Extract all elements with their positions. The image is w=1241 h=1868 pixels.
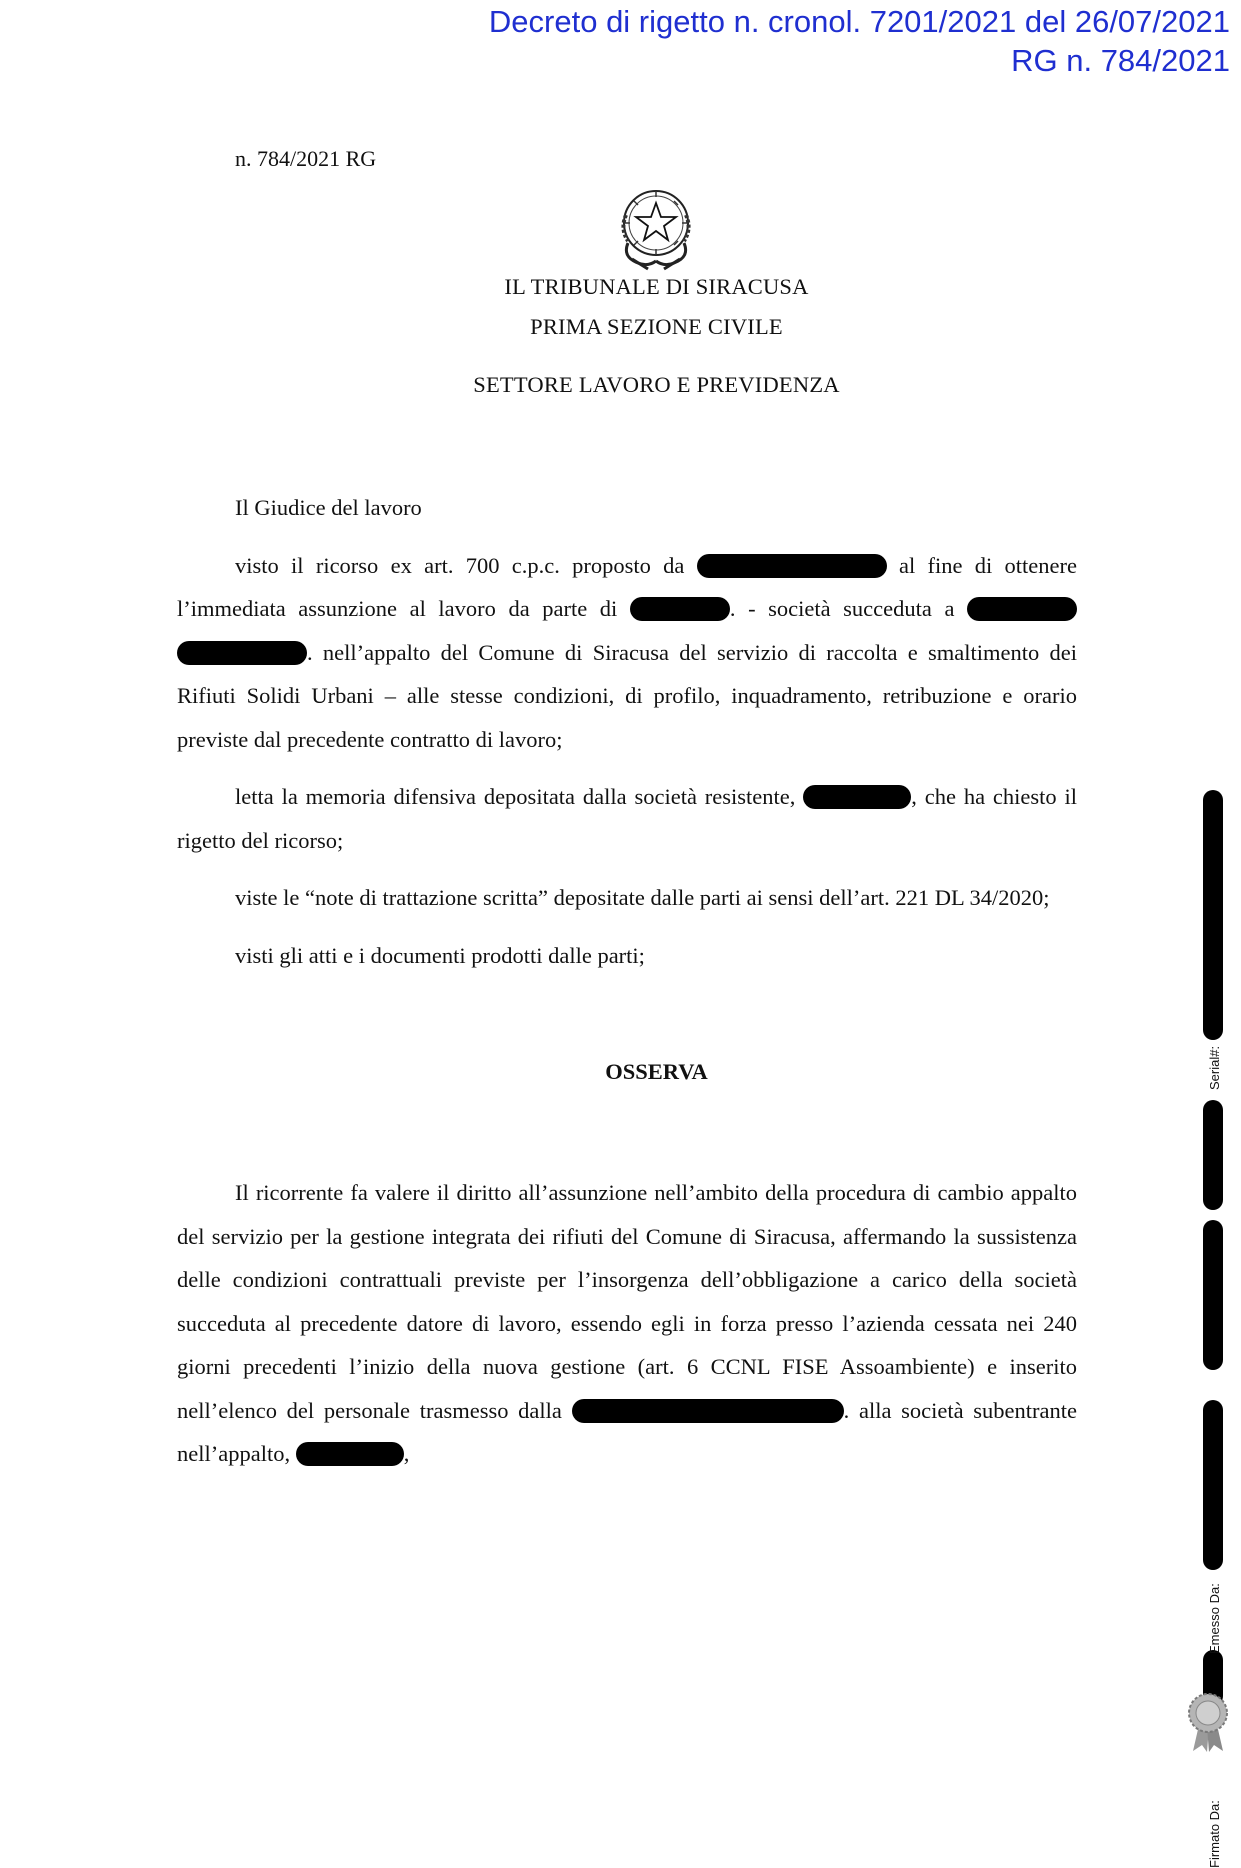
judge-opening: Il Giudice del lavoro (235, 495, 422, 520)
header-rg-line: RG n. 784/2021 (1011, 43, 1230, 78)
paragraph-memoria (177, 775, 1077, 862)
para2-text-b: , che ha chiesto il rigetto del ricorso; (177, 784, 1078, 853)
main-body (177, 1171, 1077, 1476)
redaction-mark (697, 554, 887, 578)
redaction-mark (1203, 1400, 1223, 1570)
redaction-mark (630, 597, 730, 621)
digital-signature-strip (1193, 780, 1229, 1868)
emesso-da-label: Emesso Da: (1207, 1583, 1222, 1654)
para5-text-a: Il ricorrente fa valere il diritto all’assunzione nell’ambito della procedura di cambio appalto del servizio per la gestione integrata dei rifiuti del Comune di Siracusa, affermando la sussistenza delle condizioni contrattuali previste per l’insorgenza dell’obbligazione a carico della società succeduta al precedente datore di lavoro, essendo egli in forza presso l’azienda cessata nei 240 giorni precedenti l’inizio della nuova gestione (art. 6 CCNL FISE Assoambiente) e inserito nell’elenco del personale trasmesso dalla (177, 1180, 1077, 1423)
court-sector: SETTORE LAVORO E PREVIDENZA (473, 372, 840, 397)
para5-text-c: , (403, 1441, 410, 1466)
court-name: IL TRIBUNALE DI SIRACUSA (504, 274, 809, 299)
para1-text-b: al fine di ottenere l’immediata assunzione al lavoro da parte di (177, 552, 1077, 621)
court-section: PRIMA SEZIONE CIVILE (530, 314, 783, 339)
section-heading-osserva: OSSERVA (605, 1059, 708, 1084)
redaction-mark (1203, 790, 1223, 1040)
redaction-mark (803, 785, 911, 809)
redaction-mark (1203, 1220, 1223, 1370)
redaction-mark (177, 641, 307, 665)
serial-label: Serial#: (1207, 1045, 1222, 1090)
redaction-mark (1203, 1100, 1223, 1210)
paragraph-ricorrente (177, 1171, 1077, 1476)
preamble (177, 486, 1077, 977)
republic-emblem-icon (618, 185, 694, 271)
header-decree-line: Decreto di rigetto n. cronol. 7201/2021 del 26/07/2021 (488, 4, 1230, 39)
signature-seal-icon (1185, 1691, 1231, 1753)
para1-text-c: . - società succeduta a (729, 596, 955, 621)
para1-text-d: . nell’appalto del Comune di Siracusa del servizio di raccolta e smaltimento dei Rifiuti Solidi Urbani – alle stesse condizioni, di profilo, inquadramento, retribuzione e orario previste dal precedente contratto di lavoro; (177, 639, 1077, 752)
redaction-mark (967, 597, 1077, 621)
para5-text-b: . alla società subentrante nell’appalto, (177, 1397, 1078, 1466)
rg-reference: n. 784/2021 RG (235, 146, 377, 171)
paragraph-atti: visti gli atti e i documenti prodotti dalle parti; (235, 942, 645, 968)
registry-header (489, 2, 1230, 80)
redaction-mark (296, 1442, 404, 1466)
paragraph-ricorso (177, 544, 1077, 762)
paragraph-note: viste le “note di trattazione scritta” depositate dalle parti ai sensi dell’art. 221 DL 34/2020; (235, 885, 1050, 910)
firmato-da-label: Firmato Da: (1207, 1800, 1222, 1868)
redaction-mark (572, 1399, 844, 1423)
para2-text-a: letta la memoria difensiva depositata dalla società resistente, (235, 784, 796, 809)
para1-text-a: visto il ricorso ex art. 700 c.p.c. proposto da (235, 552, 685, 578)
